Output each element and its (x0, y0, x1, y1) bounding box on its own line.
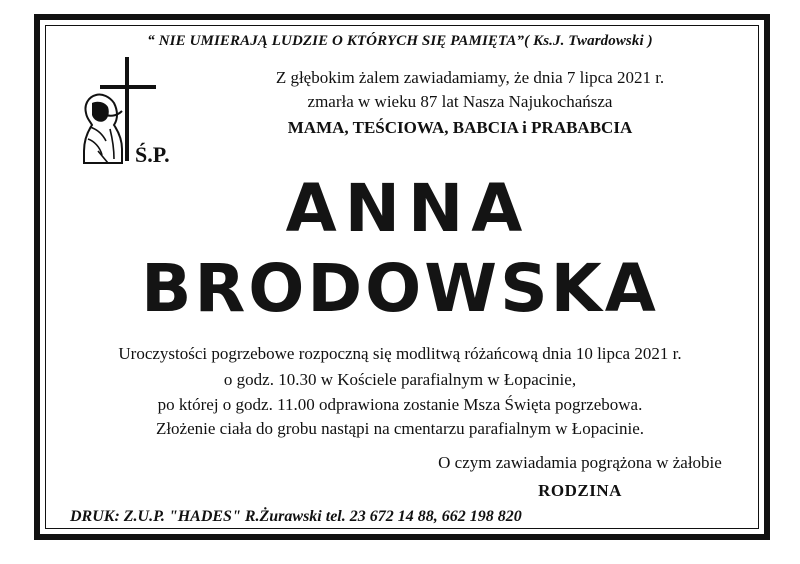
family-relations: MAMA, TEŚCIOWA, BABCIA i PRABABCIA (287, 118, 633, 137)
printer-footer: DRUK: Z.U.P. "HADES" R.Żurawski tel. 23 672 14 88, 662 198 820 (70, 508, 522, 525)
family-signature: RODZINA (538, 481, 622, 500)
ceremony-line: o godz. 10.30 w Kościele parafialnym w Łopacinie, (223, 370, 577, 389)
sp-abbreviation: Ś.P. (135, 142, 170, 167)
deceased-first-name: ANNA (285, 170, 531, 247)
deceased-last-name: BRODOWSKA (141, 250, 659, 327)
intro-line-2: zmarła w wieku 87 lat Nasza Najukochańsza (307, 92, 613, 111)
ceremony-line: Uroczystości pogrzebowe rozpoczną się modlitwą różańcową dnia 10 lipca 2021 r. (118, 344, 682, 363)
intro-line-1: Z głębokim żalem zawiadamiamy, że dnia 7 lipca 2021 r. (275, 68, 665, 87)
memorial-quote: “ NIE UMIERAJĄ LUDZIE O KTÓRYCH SIĘ PAMIĘTA”( Ks.J. Twardowski ) (147, 33, 653, 49)
ceremony-line: Złożenie ciała do grobu nastąpi na cmentarzu parafialnym w Łopacinie. (155, 419, 645, 438)
closing-notice: O czym zawiadamia pogrążona w żałobie (438, 453, 722, 472)
ceremony-line: po której o godz. 11.00 odprawiona zostanie Msza Święta pogrzebowa. (157, 395, 643, 414)
